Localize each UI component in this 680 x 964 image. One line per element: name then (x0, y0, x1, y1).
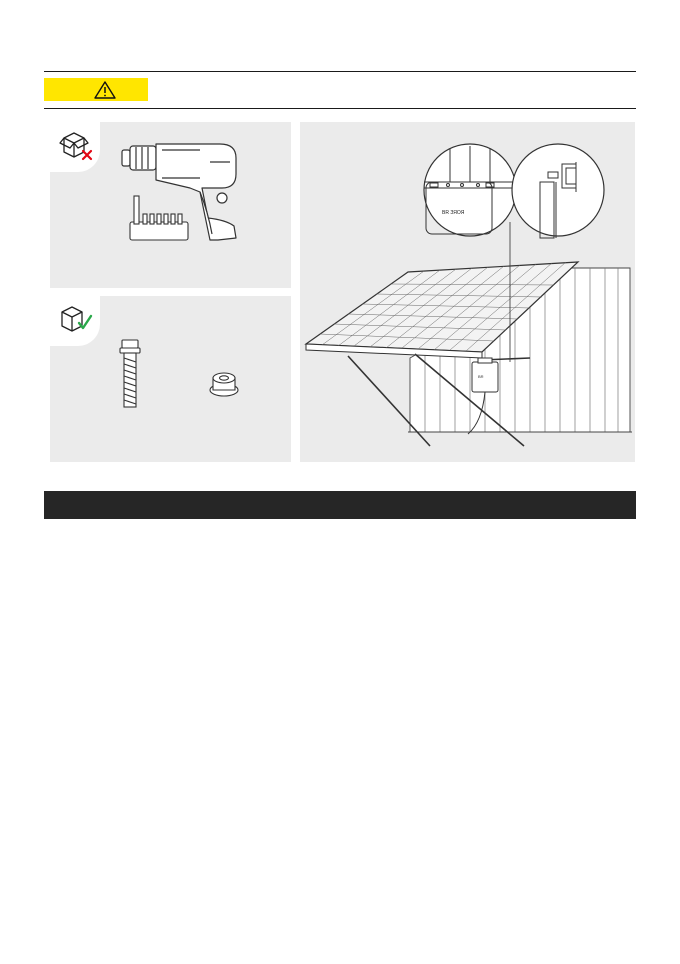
top-rule (44, 71, 636, 72)
bottom-rule (44, 108, 636, 109)
brand-mark: BR ЗЯОЯ (442, 210, 465, 216)
panel-not-included (50, 122, 291, 288)
solar-installation-illustration (300, 122, 635, 462)
warning-banner (44, 78, 148, 101)
panel-included (50, 296, 291, 462)
flange-nut-illustration (210, 373, 238, 396)
svg-text:BR: BR (478, 374, 484, 379)
warning-triangle-icon (44, 78, 148, 101)
panel-installation (300, 122, 635, 462)
drill-illustration (50, 122, 291, 288)
bolt-illustration (50, 296, 291, 462)
section-header (44, 491, 636, 519)
